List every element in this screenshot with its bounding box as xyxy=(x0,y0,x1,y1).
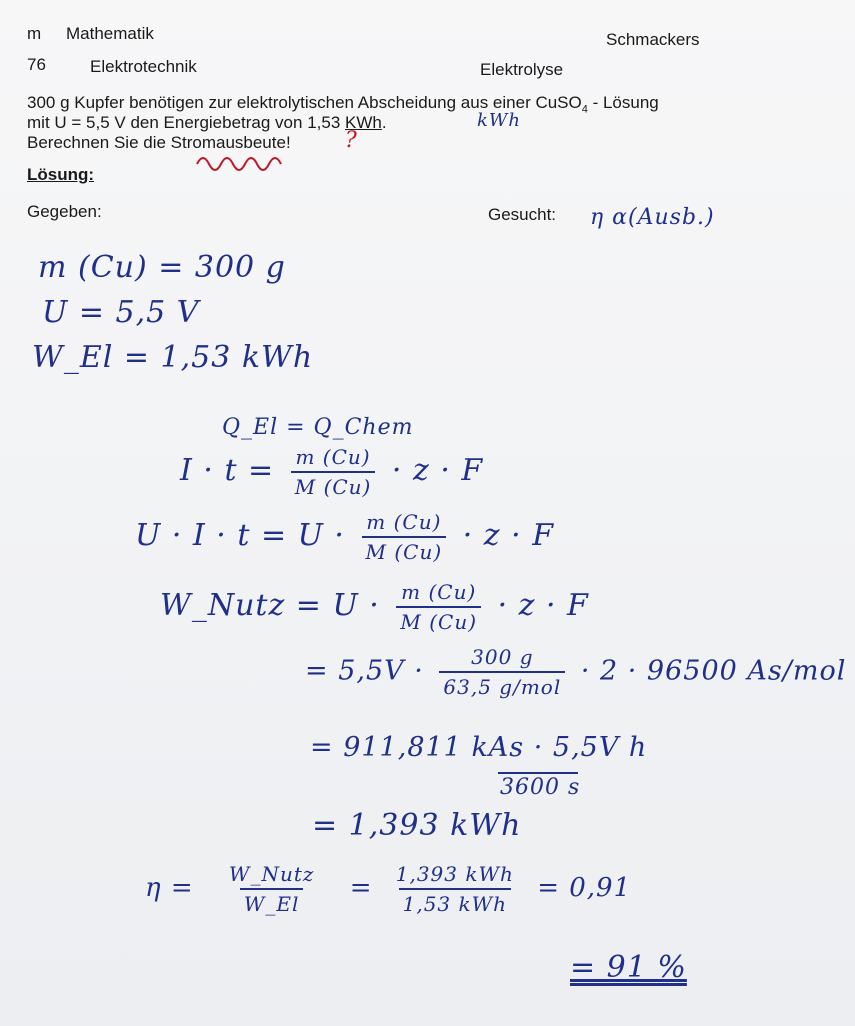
task-line-1-text: 300 g Kupfer benötigen zur elektrolytischen Abscheidung aus einer CuSO xyxy=(27,93,582,112)
field-name: Elektrotechnik xyxy=(90,57,197,76)
given-voltage: U = 5,5 V xyxy=(42,295,200,330)
unit-correction: kWh xyxy=(477,110,522,131)
task-line-2-end: . xyxy=(381,113,387,132)
eq8-numerator-2: 1,393 kWh xyxy=(395,862,514,886)
eq8-left: η = xyxy=(145,873,194,903)
given-energy: W_El = 1,53 kWh xyxy=(32,340,314,375)
eq3-left: U · I · t = U · xyxy=(135,518,345,553)
eq4-numerator: m (Cu) xyxy=(401,580,477,604)
equation-energy xyxy=(135,510,554,564)
equation-current-time xyxy=(180,445,483,499)
eq4-left: W_Nutz = U · xyxy=(160,588,380,623)
final-result: = 91 % xyxy=(570,950,687,985)
eq8-right: = 0,91 xyxy=(537,873,632,903)
eq2-numerator: m (Cu) xyxy=(295,445,371,469)
red-wavy-underline xyxy=(195,150,285,172)
eq3-fraction xyxy=(362,510,447,564)
task-unit-kwh: KWh xyxy=(345,113,382,132)
equation-useful-energy xyxy=(160,580,589,634)
eq5-left: = 5,5V · xyxy=(305,655,424,687)
eq3-denominator: M (Cu) xyxy=(362,536,447,564)
eq5-fraction xyxy=(439,645,565,699)
eq3-numerator: m (Cu) xyxy=(366,510,442,534)
eq4-right: · z · F xyxy=(497,588,589,623)
given-label: Gegeben: xyxy=(27,202,102,221)
eq8-fraction-2 xyxy=(392,862,518,916)
eq3-right: · z · F xyxy=(462,518,555,553)
sought-values: η α(Ausb.) xyxy=(590,205,715,230)
eq2-fraction xyxy=(291,445,376,499)
eq2-right: · z · F xyxy=(391,453,484,488)
eq5-numerator: 300 g xyxy=(471,645,534,669)
charge-equality: Q_El = Q_Chem xyxy=(222,415,414,440)
topic-name: Elektrolyse xyxy=(480,60,564,79)
eq8-denominator-2: 1,53 kWh xyxy=(399,888,511,916)
eq8-fraction-1 xyxy=(225,862,319,916)
eq8-numerator-1: W_Nutz xyxy=(228,862,315,886)
eq2-denominator: M (Cu) xyxy=(291,471,376,499)
eq5-right: · 2 · 96500 As/mol xyxy=(580,655,847,687)
equation-conversion: = 911,811 kAs · 5,5V h xyxy=(310,732,648,763)
exercise-number: 76 xyxy=(27,55,46,74)
sought-label: Gesucht: xyxy=(488,205,557,224)
subject-name: Mathematik xyxy=(66,24,154,43)
question-mark-correction: ? xyxy=(345,128,358,153)
eq8-denominator-1: W_El xyxy=(240,888,304,916)
task-line-1-end: - Lösung xyxy=(587,93,659,112)
eq8-middle: = xyxy=(349,873,373,903)
eq4-denominator: M (Cu) xyxy=(396,606,481,634)
equation-substitution xyxy=(305,645,846,699)
task-line-2-text: mit U = 5,5 V den Energiebetrag von 1,53 xyxy=(27,113,346,132)
conversion-fraction-bar xyxy=(498,772,578,774)
author-name: Schmackers xyxy=(606,30,700,49)
subject-code: m xyxy=(27,24,42,43)
subscript-4: 4 xyxy=(581,103,588,116)
seconds-per-hour: 3600 s xyxy=(500,775,581,800)
eq2-left: I · t = xyxy=(180,453,275,488)
equation-useful-result: = 1,393 kWh xyxy=(312,808,522,843)
eq4-fraction xyxy=(396,580,481,634)
eq5-denominator: 63,5 g/mol xyxy=(439,671,565,699)
task-line-2 xyxy=(27,113,387,133)
solution-heading: Lösung: xyxy=(27,165,95,184)
task-line-3-text: Berechnen Sie die Stromausbeute! xyxy=(27,133,291,152)
equation-efficiency xyxy=(145,862,631,916)
given-mass: m (Cu) = 300 g xyxy=(38,250,286,285)
